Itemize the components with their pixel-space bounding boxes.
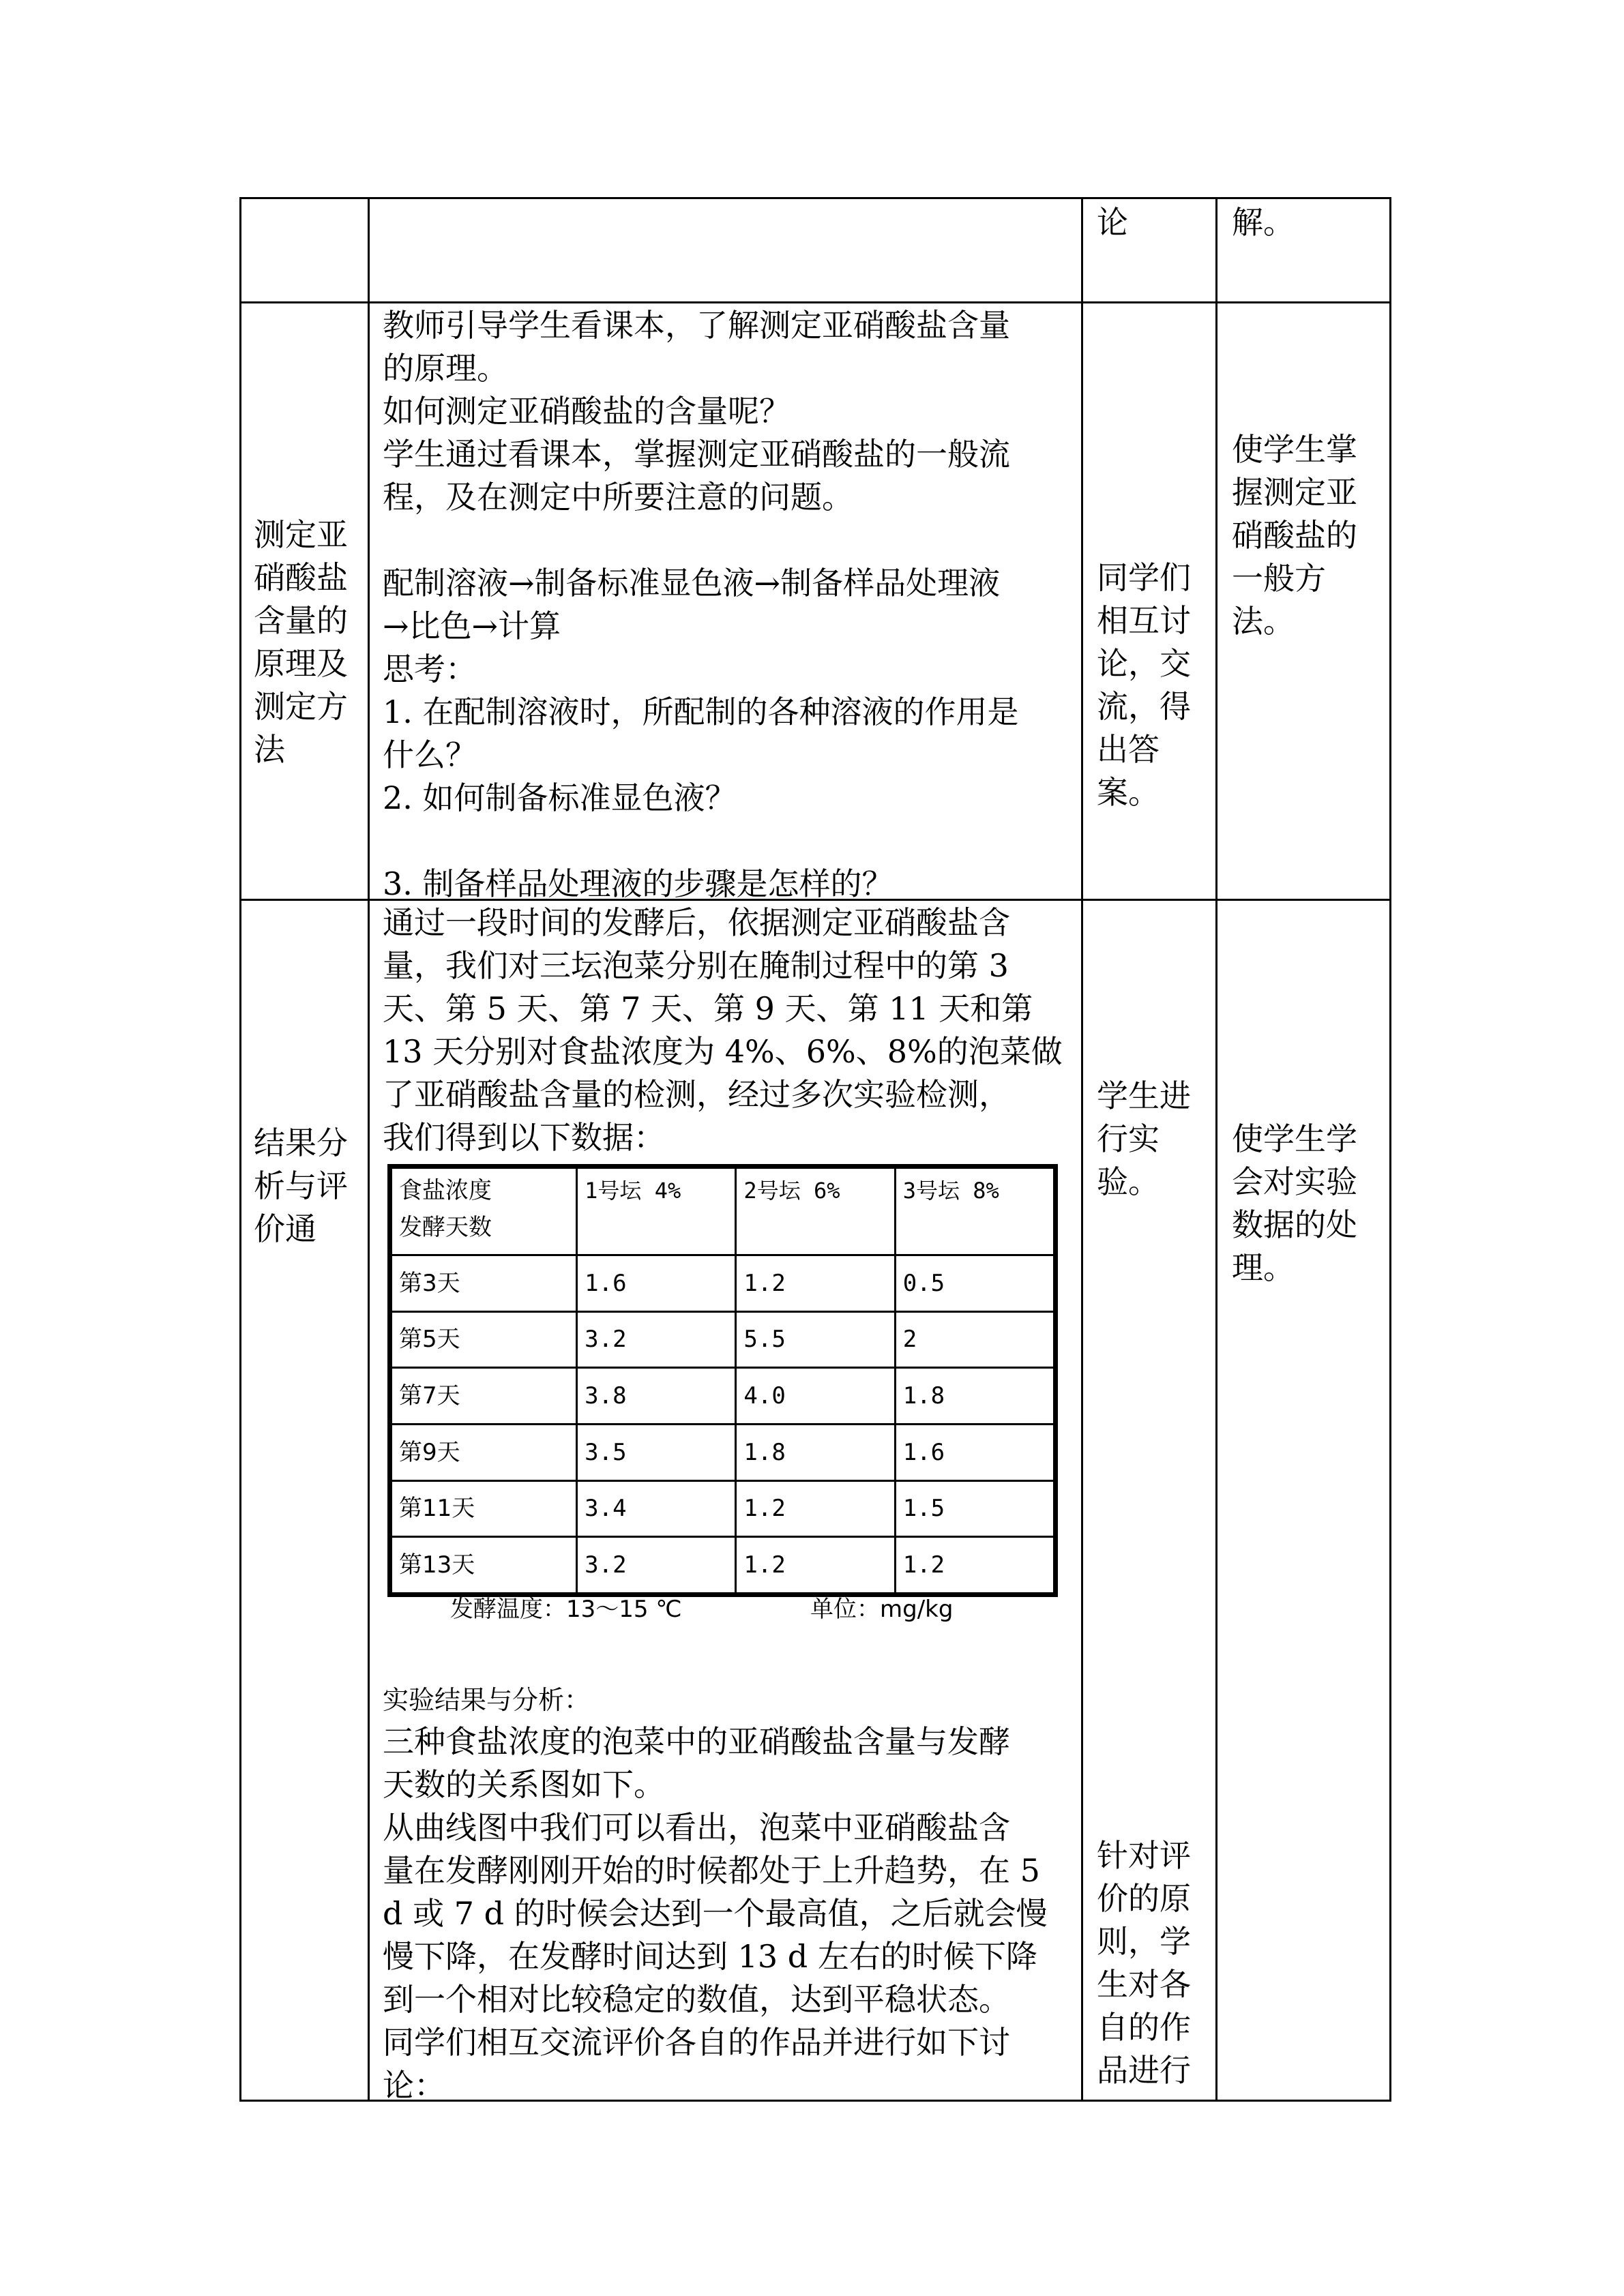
- intent-line: 理。: [1232, 1249, 1295, 1286]
- analysis-line: 论：: [383, 2067, 445, 2104]
- row-label: 第5天: [392, 1311, 577, 1368]
- intro-line: 13 天分别对食盐浓度为 4%、6%、8%的泡菜做: [383, 1033, 1063, 1070]
- intent-line: 握测定亚: [1232, 474, 1357, 511]
- table-cell: 1.5: [895, 1480, 1054, 1537]
- row3-intent-cell: [1232, 1118, 1357, 1289]
- blank-line: [383, 519, 1019, 562]
- content-line: 学生通过看课本，掌握测定亚硝酸盐的一般流: [383, 436, 1010, 473]
- row-label: 第3天: [392, 1255, 577, 1312]
- content-line: 1. 在配制溶液时，所配制的各种溶液的作用是: [383, 694, 1019, 730]
- intro-line: 通过一段时间的发酵后，依据测定亚硝酸盐含: [383, 904, 1010, 941]
- table-cell: 1.2: [736, 1255, 895, 1312]
- student-line: 案。: [1097, 774, 1160, 811]
- row1-student-cell: [1097, 201, 1128, 244]
- analysis-line: 同学们相互交流评价各自的作品并进行如下讨: [383, 2024, 1010, 2061]
- content-line: 思考：: [383, 651, 477, 687]
- header-days-label: 发酵天数: [399, 1214, 492, 1241]
- student-line: 验。: [1097, 1163, 1160, 1200]
- student-line: 针对评: [1097, 1837, 1191, 1874]
- table-cell: 3.2: [577, 1537, 736, 1594]
- table-cell: 3.8: [577, 1368, 736, 1425]
- table-cell: 1.6: [577, 1255, 736, 1312]
- student-line: 生对各: [1097, 1966, 1191, 2003]
- table-border-top: [239, 197, 1391, 199]
- table-cell: 1.8: [736, 1424, 895, 1480]
- student-line: 则，学: [1097, 1923, 1191, 1960]
- content-line: 的原理。: [383, 350, 508, 387]
- analysis-line: 天数的关系图如下。: [383, 1766, 665, 1803]
- table-cell: 1.8: [895, 1368, 1054, 1425]
- nitrite-data-table: [387, 1164, 1058, 1597]
- topic-line: 测定亚: [254, 516, 348, 553]
- row2-intent-cell: [1232, 428, 1357, 643]
- table-cell: 1.2: [736, 1480, 895, 1537]
- student-line: 价的原: [1097, 1880, 1191, 1917]
- content-line: 如何测定亚硝酸盐的含量呢？: [383, 393, 791, 430]
- table-cell: 3.4: [577, 1480, 736, 1537]
- table-row: [392, 1311, 1054, 1368]
- topic-line: 含量的: [254, 602, 348, 639]
- intent-line: 法。: [1232, 603, 1295, 640]
- topic-line: 法: [254, 731, 285, 768]
- row1-student-text: 论: [1097, 204, 1128, 241]
- topic-line: 析与评: [254, 1167, 348, 1204]
- table-border-left: [239, 197, 241, 2102]
- intent-line: 硝酸盐的: [1232, 517, 1357, 554]
- analysis-heading: 实验结果与分析：: [383, 1685, 591, 1715]
- table-cell: 3.2: [577, 1311, 736, 1368]
- intent-line: 一般方: [1232, 560, 1326, 597]
- topic-line: 硝酸盐: [254, 559, 348, 596]
- table-cell: 4.0: [736, 1368, 895, 1425]
- intent-line: 数据的处: [1232, 1206, 1357, 1243]
- column-divider-3: [1215, 197, 1217, 2102]
- student-line: 相互讨: [1097, 602, 1191, 639]
- topic-line: 结果分: [254, 1124, 348, 1161]
- row-divider-1: [239, 301, 1391, 303]
- analysis-line: 慢下降，在发酵时间达到 13 d 左右的时候下降: [383, 1938, 1037, 1975]
- row2-content-cell: [383, 304, 1019, 906]
- student-line: 自的作: [1097, 2009, 1191, 2046]
- column-divider-1: [368, 197, 370, 2102]
- student-line: 学生进: [1097, 1077, 1191, 1114]
- table-row: [392, 1480, 1054, 1537]
- student-line: 行实: [1097, 1120, 1160, 1157]
- row-label: 第11天: [392, 1480, 577, 1537]
- table-row: [392, 1537, 1054, 1594]
- topic-line: 原理及: [254, 645, 348, 682]
- row-label: 第9天: [392, 1424, 577, 1480]
- student-line: 流，得: [1097, 688, 1191, 725]
- intent-line: 使学生掌: [1232, 431, 1357, 468]
- content-line: 什么？: [383, 736, 477, 773]
- analysis-line: 到一个相对比较稳定的数值，达到平稳状态。: [383, 1981, 1010, 2018]
- row-label: 第13天: [392, 1537, 577, 1594]
- analysis-line: d 或 7 d 的时候会达到一个最高值，之后就会慢: [383, 1895, 1048, 1932]
- intro-line: 天、第 5 天、第 7 天、第 9 天、第 11 天和第: [383, 990, 1033, 1027]
- table-cell: 0.5: [895, 1255, 1054, 1312]
- table-cell: 1.2: [895, 1537, 1054, 1594]
- row3-analysis-cell: [383, 1680, 1048, 2107]
- table-cell: 1.6: [895, 1424, 1054, 1480]
- topic-line: 测定方: [254, 688, 348, 725]
- content-line: 程，及在测定中所要注意的问题。: [383, 479, 853, 516]
- row1-intent-text: 解。: [1232, 204, 1295, 241]
- table-cell: 1.2: [736, 1537, 895, 1594]
- analysis-line: 量在发酵刚刚开始的时候都处于上升趋势，在 5: [383, 1852, 1040, 1889]
- intro-line: 了亚硝酸盐含量的检测，经过多次实验检测，: [383, 1076, 1010, 1113]
- table-row: [392, 1368, 1054, 1425]
- table-cell: 3.5: [577, 1424, 736, 1480]
- corner-header-cell: [392, 1168, 577, 1255]
- table-border-right: [1389, 197, 1391, 2102]
- analysis-line: 三种食盐浓度的泡菜中的亚硝酸盐含量与发酵: [383, 1723, 1010, 1760]
- unit-caption: 单位：mg/kg: [810, 1596, 954, 1623]
- table-row: [392, 1424, 1054, 1480]
- analysis-line: 从曲线图中我们可以看出，泡菜中亚硝酸盐含: [383, 1809, 1010, 1846]
- content-line: 教师引导学生看课本，了解测定亚硝酸盐含量: [383, 307, 1010, 344]
- row3-intro-cell: [383, 901, 1063, 1159]
- content-line: 2. 如何制备标准显色液？: [383, 779, 737, 816]
- student-line: 出答: [1097, 731, 1160, 768]
- blank-line: [383, 820, 1019, 863]
- table-header-row: [392, 1168, 1054, 1255]
- row-label: 第7天: [392, 1368, 577, 1425]
- intent-line: 使学生学: [1232, 1120, 1357, 1157]
- column-header: 2号坛 6%: [736, 1168, 895, 1255]
- intro-line: 我们得到以下数据：: [383, 1119, 665, 1156]
- student-line: 品进行: [1097, 2052, 1191, 2089]
- column-header: 1号坛 4%: [577, 1168, 736, 1255]
- row3-student-cell-b: [1097, 1834, 1191, 2092]
- intro-line: 量，我们对三坛泡菜分别在腌制过程中的第 3: [383, 947, 1009, 984]
- student-line: 同学们: [1097, 559, 1191, 596]
- topic-line: 价通: [254, 1210, 316, 1247]
- column-header: 3号坛 8%: [895, 1168, 1054, 1255]
- content-line: →比色→计算: [383, 608, 561, 644]
- row3-student-cell-a: [1097, 1075, 1191, 1204]
- intent-line: 会对实验: [1232, 1163, 1357, 1200]
- table-cell: 5.5: [736, 1311, 895, 1368]
- column-divider-2: [1081, 197, 1083, 2102]
- student-line: 论，交: [1097, 645, 1191, 682]
- header-salt-label: 食盐浓度: [399, 1177, 492, 1204]
- content-line: 3. 制备样品处理液的步骤是怎样的？: [383, 865, 894, 902]
- table-row: [392, 1255, 1054, 1312]
- row2-student-cell: [1097, 556, 1191, 814]
- temperature-caption: 发酵温度：13～15 ℃: [450, 1596, 682, 1623]
- content-line: 配制溶液→制备标准显色液→制备样品处理液: [383, 565, 1001, 601]
- row1-intent-cell: [1232, 201, 1295, 244]
- table-cell: 2: [895, 1311, 1054, 1368]
- row2-topic-cell: [254, 513, 348, 771]
- row3-topic-cell: [254, 1122, 348, 1251]
